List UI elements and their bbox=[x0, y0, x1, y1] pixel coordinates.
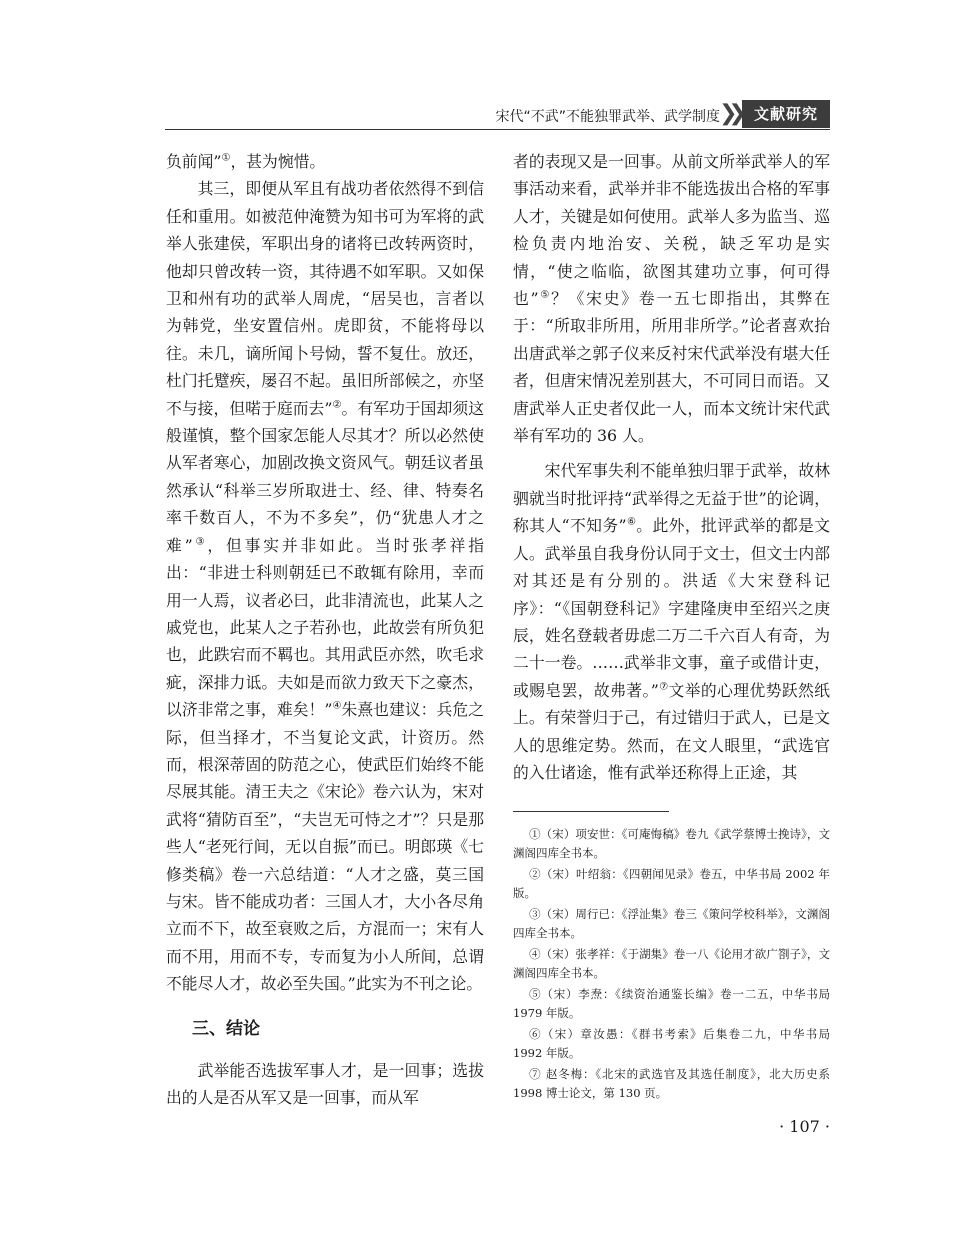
footnote-ref[interactable]: ⑦ bbox=[658, 681, 669, 693]
chevron-double-icon: ❯❯ bbox=[719, 101, 738, 126]
paragraph: 者的表现又是一回事。从前文所举武举人的军事活动来看，武举并非不能选拔出合格的军事人才，关键是如何使用。武举人多为监当、巡检负责内地治安、关税，缺乏军功是实情，“使之临临，欲图其建功立事，何可得也”⑤？《宋史》卷一五七即指出，其弊在于：“所取非所用，所用非所学。”论者喜欢抬出唐武举之郭子仪来反衬宋代武举没有堪大任者，但唐宋情况差别甚大，不可同日而语。又唐武举人正史者仅此一人，而本文统计宋代武举有军功的 36 人。 bbox=[513, 152, 830, 446]
footnote-rule bbox=[513, 811, 669, 812]
right-column bbox=[513, 148, 830, 786]
footnote: ④（宋）张孝祥：《于湖集》卷一八《论用才欲广劄子》，文渊阁四库全书本。 bbox=[513, 947, 830, 980]
footnote-ref[interactable]: ① bbox=[221, 152, 231, 164]
section-heading: 三、结论 bbox=[192, 1018, 260, 1039]
footnote: ⑤（宋）李焘：《续资治通鉴长编》卷一二五，中华书局 1979 年版。 bbox=[513, 987, 830, 1020]
footnote-ref[interactable]: ④ bbox=[332, 700, 342, 712]
section-badge: 文献研究 bbox=[742, 100, 830, 128]
header-rule bbox=[165, 129, 830, 130]
paragraph: 宋代军事失利不能单独归罪于武举，故林驷就当时批评持“武举得之无益于世”的论调，称其人“不知务”⑥。此外，批评武举的都是文人。武举虽自我身份认同于文士，但文士内部对其还是有分别的。洪适《大宋登科记序》：“《国朝登科记》字建隆庚申至绍兴之庚辰，姓名登载者毋虑二万二千六百人有奇，为二十一卷。……武举非文事，童子或借计吏，或赐皂罢，故弗著。”⑦文举的心理优势跃然纸上。有荣誉归于己，有过错归于武人，已是文人的思维定势。然而，在文人眼里，“武选官的入仕诸途，惟有武举还称得上正途，其 bbox=[513, 461, 830, 782]
footnotes bbox=[513, 825, 830, 1105]
paragraph: 武举能否选拔军事人才，是一回事；选拔出的人是否从军又是一回事，而从军 bbox=[166, 1061, 484, 1108]
running-header bbox=[165, 100, 830, 130]
footnote: ③（宋）周行已：《浮沚集》卷三《策问学校科举》，文渊阁四库全书本。 bbox=[513, 907, 830, 940]
footnote-ref[interactable]: ⑥ bbox=[626, 517, 637, 529]
footnote: ②（宋）叶绍翁：《四朝闻见录》卷五，中华书局 2002 年版。 bbox=[513, 867, 830, 900]
paragraph: 其三，即便从军且有战功者依然得不到信任和重用。如被范仲淹赞为知书可为军将的武举人张建侯，军职出身的诸将已改转两资时，他却只曾改转一资，其待遇不如军职。又如保卫和州有功的武举人周虎，“居吴也，言者以为韩党，坐安置信州。虎即贫，不能将母以往。未几，谪所闻卜号恸，誓不复仕。放还，杜门托躄疾，屡召不起。虽旧所部候之，亦坚不与接，但喏于庭而去”②。有军功于国却须这般谨慎，整个国家怎能人尽其才？所以必然使从军者寒心，加剧改换文资风气。朝廷议者虽然承认“科举三岁所取进士、经、律、特奏名率千数百人，不为不多矣”，仍“犹患人才之难”③，但事实并非如此。当时张孝祥指出：“非进士科则朝廷已不敢辄有除用，幸而用一人焉，议者必曰，此非清流也，此某人之戚党也，此某人之子若孙也，此故尝有所负犯也，此跌宕而不羁也。其用武臣亦然，吹毛求疵，深排力诋。夫如是而欲力致天下之豪杰，以济非常之事，难矣！”④朱熹也建议：兵危之际，但当择才，不当复论文武，计资历。然而，根深蒂固的防范之心，使武臣们始终不能尽展其能。清王夫之《宋论》卷六认为，宋对武将“猜防百至”，“夫岂无可恃之才”？只是那些人“老死行间，无以自振”而已。明郎瑛《七修类稿》卷一六总结道：“人才之盛，莫三国与宋。皆不能成功者：三国人才，大小各尽角立而不下，故至衰败之后，方混而一；宋有人而不用，用而不专，专而复为小人所间，总谓不能尽人才，故必至失国。”此实为不刊之论。 bbox=[166, 179, 484, 994]
footnote-ref[interactable]: ③ bbox=[192, 536, 208, 548]
running-header-title: 宋代“不武”不能独罪武举、武学制度 bbox=[495, 109, 720, 125]
paragraph: 负前闻”①，甚为惋惜。 bbox=[166, 152, 326, 171]
left-column bbox=[166, 148, 484, 1112]
footnote-ref[interactable]: ② bbox=[332, 399, 342, 411]
page-number: · 107 · bbox=[779, 1117, 830, 1136]
footnote: ⑥（宋）章汝愚：《群书考索》后集卷二九，中华书局 1992 年版。 bbox=[513, 1027, 830, 1060]
footnote-ref[interactable]: ⑤ bbox=[538, 289, 552, 301]
footnote: ①（宋）项安世：《可庵悔稿》卷九《武学蔡博士挽诗》，文渊阁四库全书本。 bbox=[513, 827, 830, 860]
footnote: ⑦ 赵冬梅：《北宋的武选官及其选任制度》，北大历史系 1998 博士论文，第 130 页。 bbox=[513, 1067, 830, 1100]
